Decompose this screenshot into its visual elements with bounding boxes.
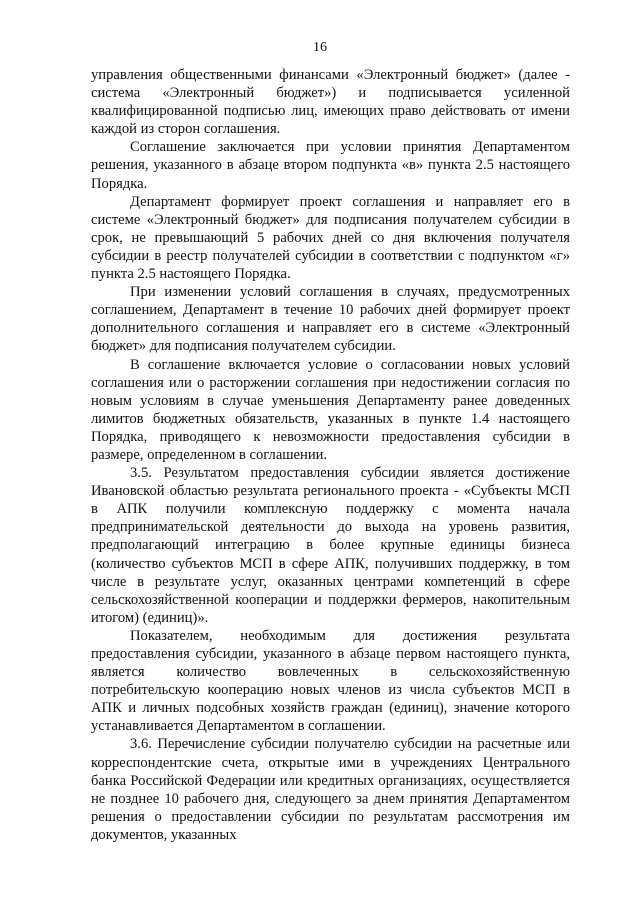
paragraph-draft-agreement: Департамент формирует проект соглашения и направляет его в системе «Электронный бюджет» для подписания получателем субсидии в срок, не превышающий 5 рабочих дней со дня включения получателя субсидии в реестр получателей субсидии в соответствии с подпунктом «г» пункта 2.5 настоящего Порядка.: [91, 193, 570, 283]
document-body: [91, 66, 570, 844]
paragraph-3-6-transfer: 3.6. Перечисление субсидии получателю субсидии на расчетные или корреспондентские счета, открытые ими в учреждениях Центрального банка Российской Федерации или кредитных организациях, осуществляется не позднее 10 рабочего дня, следующего за днем принятия Департаментом решения о предоставлении субсидии по результатам рассмотрения им документов, указанных: [91, 736, 570, 843]
paragraph-3-5-result: 3.5. Результатом предоставления субсидии является достижение Ивановской областью результата регионального проекта - «Субъекты МСП в АПК получили комплексную поддержку с момента начала предпринимательской деятельности до выхода на уровень развития, предполагающий интеграцию в более крупные единицы бизнеса (количество субъектов МСП в сфере АПК, получивших поддержку, в том числе в результате услуг, оказанных центрами компетенций в сфере сельскохозяйственной кооперации и поддержки фермеров, накопительным итогом) (единиц)».: [91, 465, 570, 626]
paragraph-agreement-condition: Соглашение заключается при условии принятия Департаментом решения, указанного в абзаце втором подпункта «в» пункта 2.5 настоящего Порядка.: [91, 139, 570, 192]
page-number: 16: [313, 40, 327, 55]
paragraph-new-conditions: В соглашение включается условие о согласовании новых условий соглашения или о расторжении соглашения при недостижении согласия по новым условиям в случае уменьшения Департаменту ранее доведенных лимитов бюджетных обязательств, указанных в пункте 1.4 настоящего Порядка, приводящего к невозможности предоставления субсидии в размере, определенном в соглашении.: [91, 356, 570, 463]
paragraph-agreement-changes: При изменении условий соглашения в случаях, предусмотренных соглашением, Департамент в течение 10 рабочих дней формирует проект дополнительного соглашения и направляет его в системе «Электронный бюджет» для подписания получателем субсидии.: [91, 284, 570, 355]
paragraph-continuation: управления общественными финансами «Электронный бюджет» (далее - система «Электронный бюджет») и подписывается усиленной квалифицированной подписью лиц, имеющих право действовать от имени каждой из сторон соглашения.: [91, 67, 570, 138]
paragraph-indicator: Показателем, необходимым для достижения результата предоставления субсидии, указанного в абзаце первом настоящего пункта, является количество вовлеченных в сельскохозяйственную потребительскую кооперацию новых членов из числа субъектов МСП в АПК и личных подсобных хозяйств граждан (единиц), значение которого устанавливается Департаментом в соглашении.: [91, 627, 570, 735]
